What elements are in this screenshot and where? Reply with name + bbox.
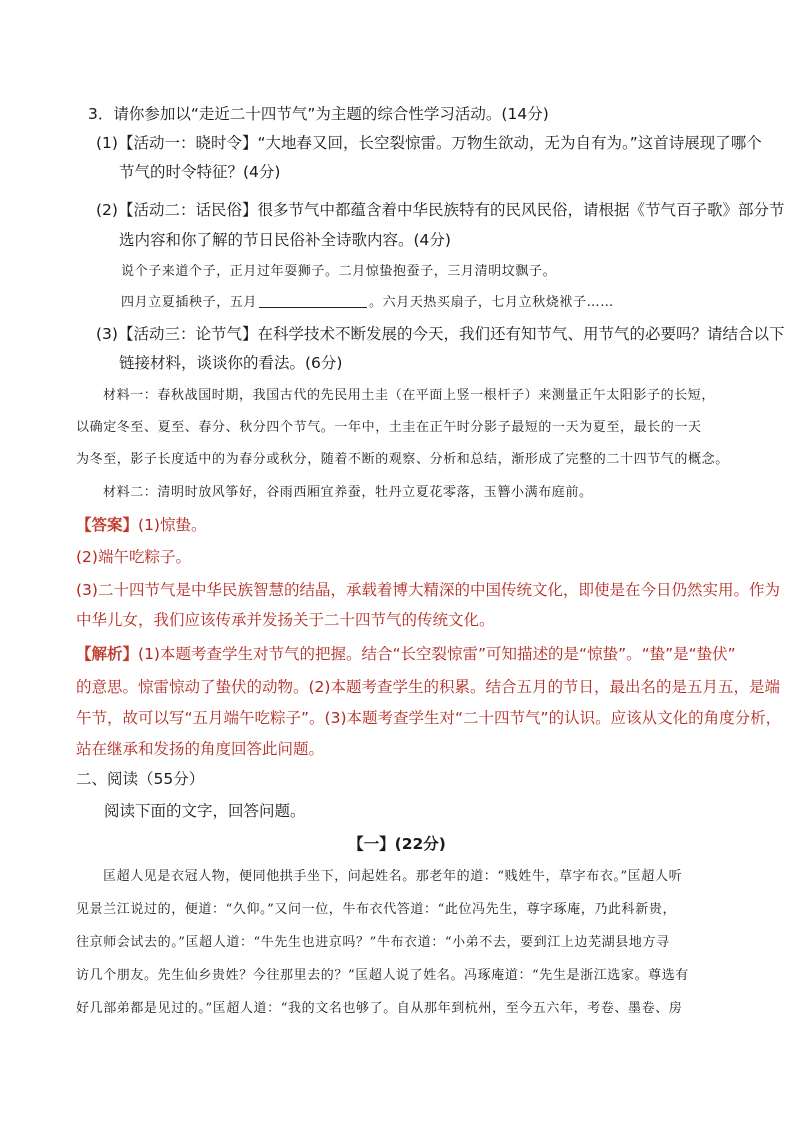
activity-3-line-2: 链接材料，谈谈你的看法。(6分)	[119, 354, 343, 372]
answer-line-3: (3)二十四节气是中华民族智慧的结晶，承载着博大精深的中国传统文化，即使是在今日仍然实用。作为	[76, 581, 780, 599]
activity-3-line-1: (3)【活动三：论节气】在科学技术不断发展的今天，我们还有知节气、用节气的必要吗？请结合以下	[96, 325, 785, 343]
part-1-title: 【一】(22分)	[348, 835, 446, 853]
activity-1-line-2: 节气的时令特征？(4分)	[119, 163, 281, 181]
song-line-2	[121, 292, 614, 314]
answer-blank	[259, 293, 367, 308]
song-line-1: 说个子来道个子，正月过年耍狮子。二月惊蛰抱蚕子，三月清明坟飘子。	[121, 264, 557, 279]
answer-line-1	[76, 514, 206, 536]
reading-instruction: 阅读下面的文字，回答问题。	[104, 802, 306, 820]
passage-line-2: 见景兰江说过的，便道：“久仰。”又问一位，牛布衣代答道：“此位冯先生，尊字琢庵，乃此科新贵，	[76, 902, 677, 917]
analysis-line-4: 站在继承和发扬的角度回答此问题。	[76, 740, 325, 758]
question-3-stem: 3．请你参加以“走近二十四节气”为主题的综合性学习活动。(14分)	[88, 105, 549, 123]
material-1-line-2: 以确定冬至、夏至、春分、秋分四个节气。一年中，土圭在正午时分影子最短的一天为夏至，最长的一天	[76, 420, 702, 435]
answer-line-4: 中华儿女，我们应该传承并发扬关于二十四节气的传统文化。	[76, 611, 495, 629]
material-2: 材料二：清明时放风筝好，谷雨西厢宜养蚕，牡丹立夏花零落，玉簪小满布庭前。	[103, 485, 593, 500]
material-1-line-3: 为冬至，影子长度适中的为春分或秋分，随着不断的观察、分析和总结，渐形成了完整的二十四节气的概念。	[76, 452, 729, 467]
material-1-line-1: 材料一：春秋战国时期，我国古代的先民用土圭（在平面上竖一根杆子）来测量正午太阳影子的长短，	[103, 388, 716, 403]
song-line-2-start: 四月立夏插秧子，五月	[121, 295, 258, 310]
answer-line-2: (2)端午吃粽子。	[76, 548, 191, 566]
analysis-line-3: 午节，故可以写“五月端午吃粽子”。(3)本题考查学生对“二十四节气”的认识。应该从文化的角度分析，	[76, 709, 782, 727]
analysis-line-2: 的意思。惊雷惊动了蛰伏的动物。(2)本题考查学生的积累。结合五月的节日，最出名的是五月五，是端	[76, 678, 780, 696]
passage-line-3: 往京师会试去的。”匡超人道：“牛先生也进京吗？”牛布衣道：“小弟不去，要到江上边芜湖县地方寻	[76, 935, 670, 950]
answer-part-1: (1)惊蛰。	[138, 516, 207, 534]
passage-line-5: 好几部弟都是见过的。”匡超人道：“我的文名也够了。自从那年到杭州，至今五六年，考卷、墨卷、房	[76, 1001, 683, 1016]
passage-line-1: 匡超人见是衣冠人物，便同他拱手坐下，问起姓名。那老年的道：“贱姓牛，草字布衣。”匡超人听	[103, 869, 683, 884]
activity-2-line-2: 选内容和你了解的节日民俗补全诗歌内容。(4分)	[119, 231, 451, 249]
activity-1-line-1: (1)【活动一：晓时令】“大地春又回，长空裂惊雷。万物生欲动，无为自有为。”这首诗展现了哪个	[96, 134, 762, 152]
passage-line-4: 访几个朋友。先生仙乡贵姓？今往那里去的？”匡超人说了姓名。冯琢庵道：“先生是浙江选家。尊选有	[76, 968, 689, 983]
answer-tag: 【答案】	[76, 516, 139, 534]
analysis-line-1	[76, 643, 736, 665]
section-2-title: 二、阅读（55分）	[76, 770, 205, 788]
analysis-part-1: (1)本题考查学生对节气的把握。结合“长空裂惊雷”可知描述的是“惊蛰”。“蛰”是“蛰伏”	[138, 645, 736, 663]
analysis-tag: 【解析】	[76, 645, 139, 663]
activity-2-line-1: (2)【活动二：话民俗】很多节气中都蕴含着中华民族特有的民风民俗，请根据《节气百子歌》部分节	[96, 201, 785, 219]
song-line-2-end: 。六月天热买扇子，七月立秋烧袱子……	[369, 295, 614, 310]
